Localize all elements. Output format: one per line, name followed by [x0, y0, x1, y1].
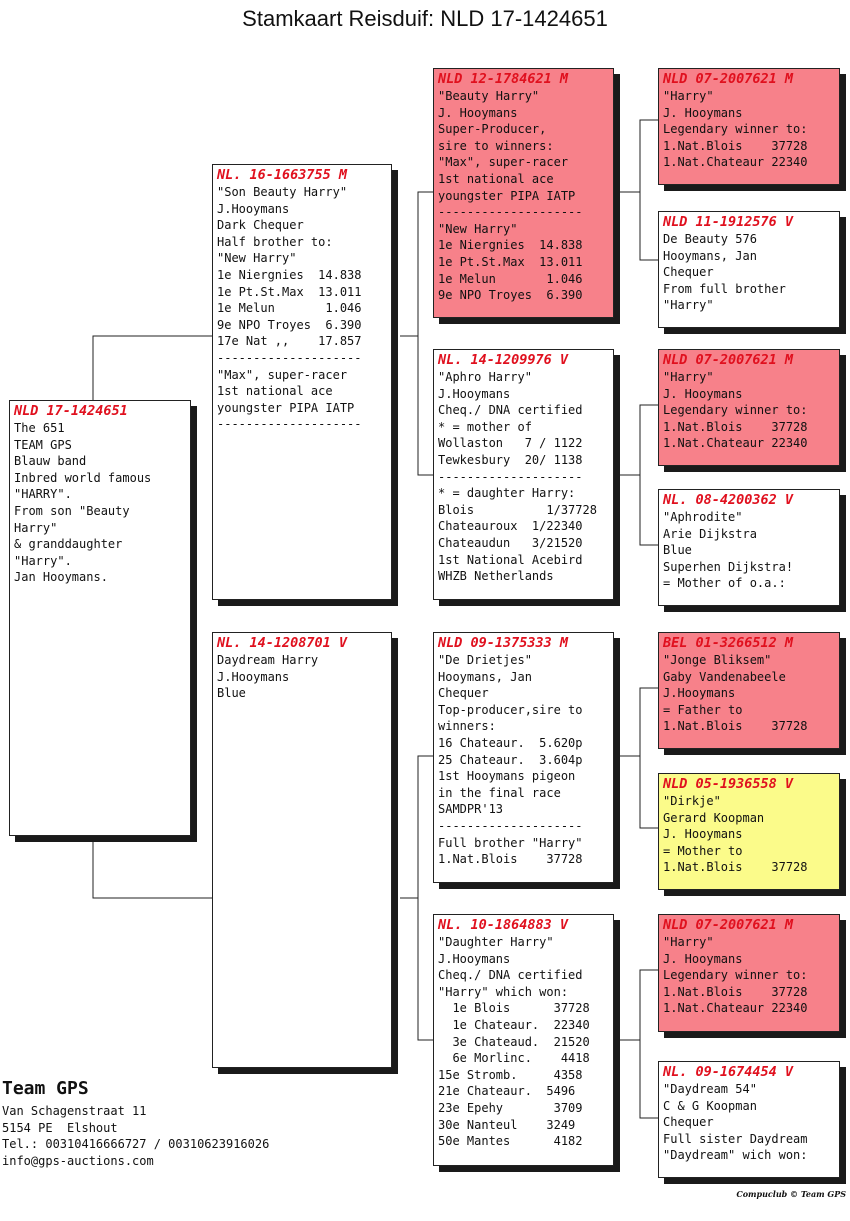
detail-line: Cheq./ DNA certified: [438, 968, 583, 983]
detail-line: WHZB Netherlands: [438, 569, 554, 584]
detail-line: TEAM GPS: [14, 437, 72, 452]
detail-line: "Harry": [663, 935, 714, 949]
detail-line: Chateauroux 1/22340: [438, 519, 583, 534]
card-details: [663, 934, 835, 1017]
great-grandparent-card-mff: [658, 632, 840, 749]
credit-text: Compuclub © Team GPS: [736, 1189, 846, 1199]
ring-number: NL. 14-1209976 V: [438, 352, 569, 368]
detail-line: "Aphro Harry": [438, 370, 532, 384]
detail-line: "Son Beauty Harry": [217, 185, 348, 199]
detail-line: Wollaston 7 / 1122: [438, 436, 583, 451]
detail-line: Blauw band: [14, 454, 87, 469]
detail-line: 9e NPO Troyes 6.390: [438, 288, 583, 303]
detail-line: "Harry": [663, 89, 714, 103]
ring-number: NL. 16-1663755 M: [217, 167, 348, 183]
card-details: [438, 369, 609, 585]
great-grandparent-card-fmf: [658, 349, 840, 466]
detail-line: youngster PIPA IATP: [217, 400, 355, 415]
father-card: [212, 164, 392, 600]
card-details: [663, 1081, 835, 1164]
card-details: [663, 793, 835, 876]
detail-line: winners:: [438, 719, 496, 734]
detail-line: Hooymans, Jan: [663, 248, 757, 263]
detail-line: "Harry": [663, 370, 714, 384]
detail-line: Legendary winner to:: [663, 122, 808, 137]
detail-line: Legendary winner to:: [663, 968, 808, 983]
detail-line: 1.Nat.Blois 37728: [663, 719, 808, 734]
detail-line: C & G Koopman: [663, 1098, 757, 1113]
detail-line: "Beauty Harry": [438, 89, 540, 103]
detail-line: 1e Niergnies 14.838: [217, 267, 362, 282]
detail-line: J.Hooymans: [217, 669, 290, 684]
great-grandparent-card-ffm: [658, 211, 840, 328]
card-details: [438, 652, 609, 868]
detail-line: J. Hooymans: [663, 827, 743, 842]
detail-line: J. Hooymans: [438, 105, 518, 120]
detail-line: J. Hooymans: [663, 951, 743, 966]
detail-line: "New Harry": [438, 221, 518, 236]
detail-line: Full sister Daydream: [663, 1131, 808, 1146]
detail-line: "Max", super-racer: [438, 155, 569, 170]
detail-line: "Daughter Harry": [438, 935, 554, 949]
page-title: Stamkaart Reisduif: NLD 17-1424651: [242, 6, 608, 31]
ring-number: NL. 14-1208701 V: [217, 635, 348, 651]
card-details: [663, 369, 835, 452]
detail-line: Chequer: [663, 1115, 714, 1130]
card-details: [663, 88, 835, 171]
great-grandparent-card-mfm: [658, 773, 840, 890]
paternal-grandfather-card: [433, 68, 614, 318]
company-name: Team GPS: [2, 1078, 89, 1099]
detail-line: J.Hooymans: [217, 201, 290, 216]
detail-line: Chequer: [438, 686, 489, 701]
ring-number: NL. 09-1674454 V: [663, 1064, 794, 1080]
maternal-grandfather-card: [433, 632, 614, 883]
detail-line: SAMDPR'13: [438, 802, 504, 817]
detail-line: Gerard Koopman: [663, 810, 765, 825]
detail-line: 5154 PE Elshout: [2, 1120, 118, 1135]
detail-line: 1st National Acebird: [438, 552, 583, 567]
detail-line: Half brother to:: [217, 234, 333, 249]
great-grandparent-card-fmm: [658, 489, 840, 606]
ring-number: NLD 11-1912576 V: [663, 214, 794, 230]
detail-line: Tel.: 00310416666727 / 00310623916026: [2, 1137, 270, 1152]
subject-pigeon-card: [9, 400, 191, 836]
ring-number: NLD 17-1424651: [14, 403, 128, 419]
ring-number: NL. 10-1864883 V: [438, 917, 569, 933]
ring-number: NLD 09-1375333 M: [438, 635, 569, 651]
detail-line: Blue: [663, 543, 692, 558]
ring-number: NLD 07-2007621 M: [663, 917, 794, 933]
detail-line: & granddaughter: [14, 537, 123, 552]
detail-line: "Max", super-racer: [217, 367, 348, 382]
great-grandparent-card-mmf: [658, 914, 840, 1032]
detail-line: 6e Morlinc. 4418: [438, 1051, 590, 1066]
detail-line: Chateaudun 3/21520: [438, 535, 583, 550]
great-grandparent-card-mmm: [658, 1061, 840, 1178]
detail-line: Hooymans, Jan: [438, 669, 532, 684]
detail-line: 1e Blois 37728: [438, 1001, 590, 1016]
detail-line: = Father to: [663, 702, 743, 717]
detail-line: "Daydream 54": [663, 1082, 757, 1096]
detail-line: Top-producer,sire to: [438, 702, 583, 717]
detail-line: 1.Nat.Blois 37728: [663, 860, 808, 875]
detail-line: 1st national ace: [438, 171, 554, 186]
card-details: [663, 231, 835, 314]
paternal-grandmother-card: [433, 349, 614, 600]
detail-line: 50e Mantes 4182: [438, 1134, 583, 1149]
card-details: [438, 88, 609, 304]
detail-line: info@gps-auctions.com: [2, 1153, 154, 1168]
detail-line: 23e Epehy 3709: [438, 1100, 583, 1115]
detail-line: 1st Hooymans pigeon: [438, 769, 576, 784]
card-details: [438, 934, 609, 1150]
detail-line: 3e Chateaud. 21520: [438, 1034, 590, 1049]
detail-line: youngster PIPA IATP: [438, 188, 576, 203]
card-details: [217, 184, 387, 433]
great-grandparent-card-fff: [658, 68, 840, 185]
mother-card: [212, 632, 392, 1068]
detail-line: "De Drietjes": [438, 653, 532, 667]
detail-line: "Harry": [663, 298, 714, 313]
maternal-grandmother-card: [433, 914, 614, 1166]
detail-line: "Daydream" wich won:: [663, 1148, 808, 1163]
detail-line: --------------------: [438, 469, 583, 484]
card-details: [14, 420, 186, 586]
detail-line: = Mother to: [663, 843, 743, 858]
detail-line: 15e Stromb. 4358: [438, 1067, 583, 1082]
detail-line: De Beauty 576: [663, 232, 757, 246]
detail-line: From full brother: [663, 281, 786, 296]
detail-line: * = daughter Harry:: [438, 486, 576, 501]
detail-line: J.Hooymans: [438, 951, 511, 966]
detail-line: "HARRY".: [14, 487, 72, 502]
detail-line: "Aphrodite": [663, 510, 743, 524]
card-details: [663, 652, 835, 735]
detail-line: 30e Nanteul 3249: [438, 1117, 576, 1132]
detail-line: "Harry".: [14, 553, 72, 568]
detail-line: sire to winners:: [438, 138, 554, 153]
detail-line: Arie Dijkstra: [663, 526, 757, 541]
ring-number: NLD 07-2007621 M: [663, 352, 794, 368]
detail-line: 1e Melun 1.046: [438, 271, 583, 286]
ring-number: BEL 01-3266512 M: [663, 635, 794, 651]
detail-line: Super-Producer,: [438, 122, 547, 137]
ring-number: NLD 07-2007621 M: [663, 71, 794, 87]
detail-line: Tewkesbury 20/ 1138: [438, 452, 583, 467]
detail-line: 1.Nat.Chateaur 22340: [663, 436, 808, 451]
detail-line: 1st national ace: [217, 384, 333, 399]
detail-line: = Mother of o.a.:: [663, 576, 786, 591]
card-details: [217, 652, 387, 702]
detail-line: 1.Nat.Blois 37728: [663, 984, 808, 999]
detail-line: in the final race: [438, 785, 561, 800]
detail-line: --------------------: [217, 350, 362, 365]
detail-line: Inbred world famous: [14, 470, 152, 485]
detail-line: "Harry" which won:: [438, 984, 569, 999]
detail-line: 17e Nat ,, 17.857: [217, 334, 362, 349]
detail-line: --------------------: [217, 417, 362, 432]
detail-line: Daydream Harry: [217, 653, 319, 667]
detail-line: * = mother of: [438, 419, 532, 434]
detail-line: 1e Chateaur. 22340: [438, 1017, 590, 1032]
detail-line: 1e Niergnies 14.838: [438, 238, 583, 253]
detail-line: Van Schagenstraat 11: [2, 1104, 147, 1118]
detail-line: "Dirkje": [663, 794, 721, 808]
detail-line: 16 Chateaur. 5.620p: [438, 735, 583, 750]
card-details: [663, 509, 835, 592]
detail-line: From son "Beauty: [14, 503, 130, 518]
detail-line: 1e Melun 1.046: [217, 301, 362, 316]
detail-line: Dark Chequer: [217, 218, 304, 233]
detail-line: 1.Nat.Blois 37728: [663, 419, 808, 434]
detail-line: J.Hooymans: [438, 386, 511, 401]
detail-line: 1.Nat.Chateaur 22340: [663, 155, 808, 170]
detail-line: 1e Pt.St.Max 13.011: [217, 284, 362, 299]
detail-line: "Jonge Bliksem": [663, 653, 772, 667]
ring-number: NLD 12-1784621 M: [438, 71, 569, 87]
detail-line: Legendary winner to:: [663, 403, 808, 418]
detail-line: 21e Chateaur. 5496: [438, 1084, 576, 1099]
detail-line: 1.Nat.Blois 37728: [663, 138, 808, 153]
detail-line: 1.Nat.Blois 37728: [438, 852, 583, 867]
detail-line: Blue: [217, 686, 246, 701]
detail-line: J. Hooymans: [663, 386, 743, 401]
ring-number: NL. 08-4200362 V: [663, 492, 794, 508]
contact-details: [2, 1103, 269, 1169]
detail-line: 9e NPO Troyes 6.390: [217, 317, 362, 332]
detail-line: Jan Hooymans.: [14, 570, 108, 585]
detail-line: --------------------: [438, 205, 583, 220]
detail-line: Harry": [14, 520, 58, 535]
detail-line: Full brother "Harry": [438, 835, 583, 850]
ring-number: NLD 05-1936558 V: [663, 776, 794, 792]
detail-line: Blois 1/37728: [438, 502, 597, 517]
detail-line: 1.Nat.Chateaur 22340: [663, 1001, 808, 1016]
detail-line: --------------------: [438, 818, 583, 833]
detail-line: Superhen Dijkstra!: [663, 559, 794, 574]
detail-line: Gaby Vandenabeele: [663, 669, 786, 684]
detail-line: J. Hooymans: [663, 105, 743, 120]
detail-line: 25 Chateaur. 3.604p: [438, 752, 583, 767]
detail-line: J.Hooymans: [663, 686, 736, 701]
detail-line: "New Harry": [217, 251, 297, 266]
detail-line: The 651: [14, 421, 65, 435]
detail-line: Chequer: [663, 265, 714, 280]
detail-line: Cheq./ DNA certified: [438, 403, 583, 418]
detail-line: 1e Pt.St.Max 13.011: [438, 254, 583, 269]
